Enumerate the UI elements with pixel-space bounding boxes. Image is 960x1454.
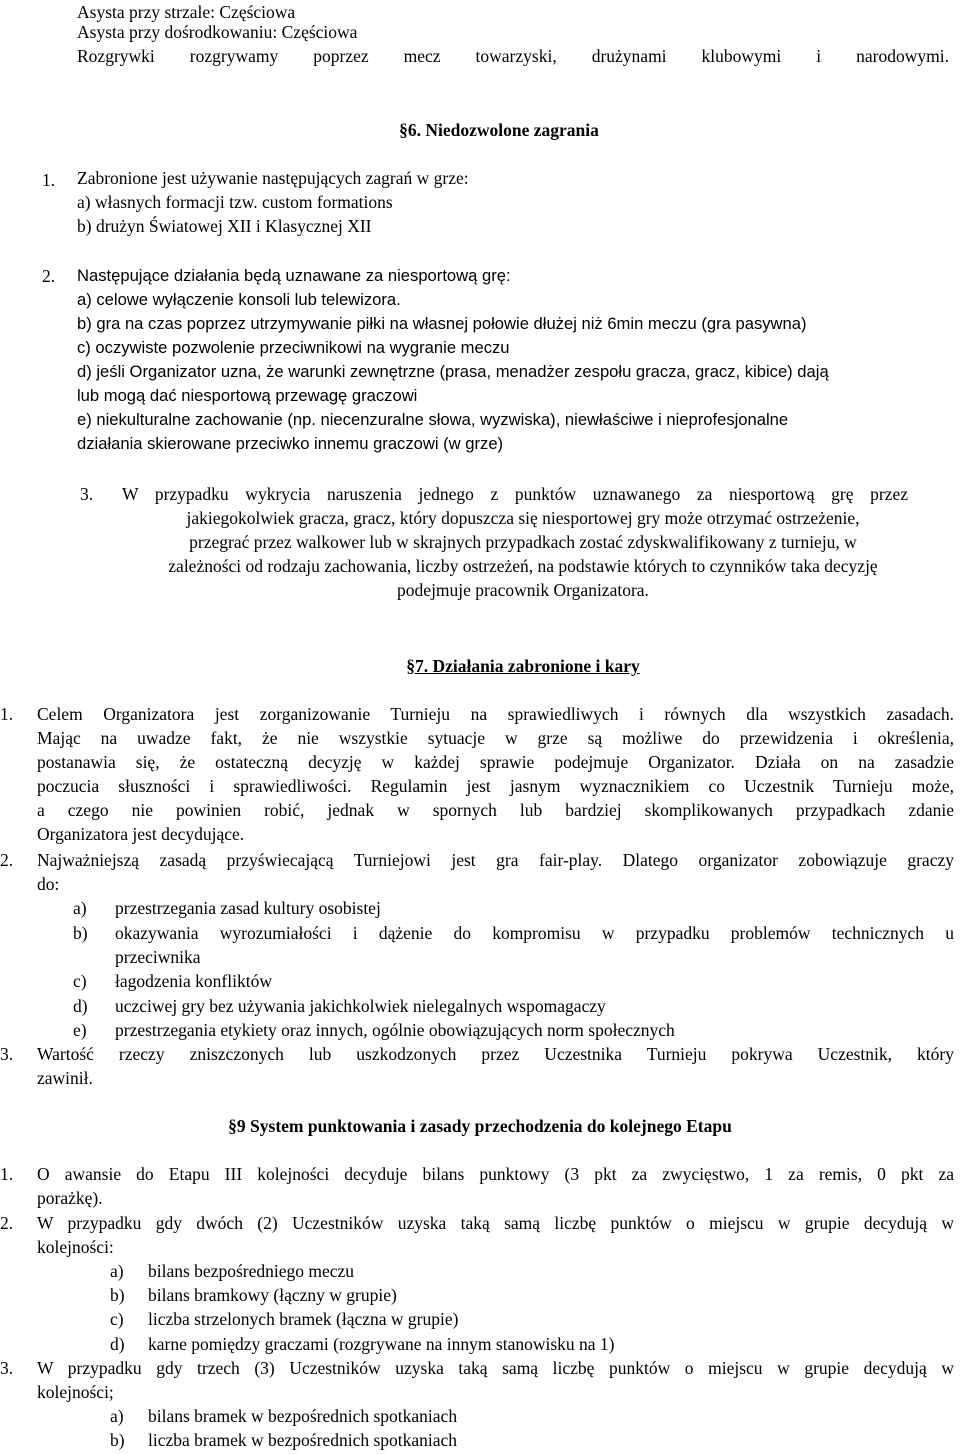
text-line: O awansie do Etapu III kolejności decyduje bilans punktowy (3 pkt za zwycięstwo, 1 za remis, 0 pkt za <box>37 1164 954 1184</box>
list-item: karne pomiędzy graczami (rozgrywane na innym stanowisku na 1) <box>148 1334 615 1354</box>
text-line: b) drużyn Światowej XII i Klasycznej XII <box>77 216 372 236</box>
list-number: 3. <box>0 1358 14 1378</box>
text-line: c) oczywiste pozwolenie przeciwnikowi na wygranie meczu <box>77 338 510 357</box>
list-item: okazywania wyrozumiałości i dążenie do kompromisu w przypadku problemów technicznych u <box>115 923 954 943</box>
list-number: 2. <box>0 850 14 870</box>
text-line: Mając na uwadze fakt, że nie wszystkie sytuacje w grze są możliwe do przewidzenia i określenia, <box>37 728 954 748</box>
list-marker: e) <box>73 1020 87 1040</box>
list-number: 3. <box>80 484 94 504</box>
text-line: Wartość rzeczy zniszczonych lub uszkodzonych przez Uczestnika Turnieju pokrywa Uczestnik, który <box>37 1044 954 1064</box>
text-line: a) celowe wyłączenie konsoli lub telewizora. <box>77 290 401 309</box>
list-marker: a) <box>110 1261 124 1281</box>
text-line: Asysta przy strzale: Częściowa <box>77 2 296 22</box>
list-marker: b) <box>73 923 88 943</box>
text-line: b) gra na czas poprzez utrzymywanie piłki na własnej połowie dłużej niż 6min meczu (gra pasywna) <box>77 314 807 333</box>
text-line: Następujące działania będą uznawane za niesportową grę: <box>77 266 511 285</box>
text-line: Celem Organizatora jest zorganizowanie Turnieju na sprawiedliwych i równych dla wszystkich zasadach. <box>37 704 954 724</box>
list-item: przeciwnika <box>115 947 201 967</box>
text-line: W przypadku wykrycia naruszenia jednego z punktów uznawanego za niesportową grę przez <box>122 484 908 504</box>
section-heading: §9 System punktowania i zasady przechodzenia do kolejnego Etapu <box>228 1116 732 1136</box>
text-line: Organizatora jest decydujące. <box>37 824 245 844</box>
text-line: Najważniejszą zasadą przyświecającą Turniejowi jest gra fair-play. Dlatego organizator zobowiązuje graczy <box>37 850 954 870</box>
list-marker: d) <box>73 996 88 1016</box>
list-number: 2. <box>0 1213 14 1233</box>
list-marker: b) <box>110 1430 125 1450</box>
section-heading: §6. Niedozwolone zagrania <box>399 120 599 140</box>
text-line: Rozgrywki rozgrywamy poprzez mecz towarzyski, drużynami klubowymi i narodowymi. <box>77 46 949 66</box>
list-number: 3. <box>0 1044 14 1064</box>
list-item: łagodzenia konfliktów <box>115 971 272 991</box>
text-line: W przypadku gdy dwóch (2) Uczestników uzyska taką samą liczbę punktów o miejscu w grupie decydują w <box>37 1213 954 1233</box>
text-line: lub mogą dać niesportową przewagę graczowi <box>77 386 418 405</box>
list-number: 2. <box>42 266 56 286</box>
text-line: zależności od rodzaju zachowania, liczby ostrzeżeń, na podstawie których to czynników taka decyzję <box>168 556 878 576</box>
text-line: W przypadku gdy trzech (3) Uczestników uzyska taką samą liczbę punktów o miejscu w grupie decydują w <box>37 1358 954 1378</box>
text-line: działania skierowane przeciwko innemu graczowi (w grze) <box>77 434 504 453</box>
list-item: bilans bezpośredniego meczu <box>148 1261 355 1281</box>
text-line: poczucia słuszności i sprawiedliwości. Regulamin jest jasnym wyznacznikiem co Uczestnik Turnieju może, <box>37 776 954 796</box>
text-line: przegrać przez walkower lub w skrajnych przypadkach zostać zdyskwalifikowany z turnieju, w <box>189 532 857 552</box>
text-line: kolejności; <box>37 1382 114 1402</box>
text-line: Asysta przy dośrodkowaniu: Częściowa <box>77 22 358 42</box>
list-marker: a) <box>110 1406 124 1426</box>
list-item: przestrzegania etykiety oraz innych, ogólnie obowiązujących norm społecznych <box>115 1020 675 1040</box>
text-line: d) jeśli Organizator uzna, że warunki zewnętrzne (prasa, menadżer zespołu gracza, gracz, kibice) dają <box>77 362 829 381</box>
text-line: a czego nie powinien robić, jednak w spornych lub bardziej skomplikowanych przypadkach zdanie <box>37 800 954 820</box>
list-number: 1. <box>0 704 14 724</box>
text-line: a) własnych formacji tzw. custom formations <box>77 192 393 212</box>
list-number: 1. <box>42 170 56 190</box>
list-marker: b) <box>110 1285 125 1305</box>
list-marker: a) <box>73 898 87 918</box>
section-heading: §7. Działania zabronione i kary <box>406 656 640 676</box>
text-line: podejmuje pracownik Organizatora. <box>397 580 649 600</box>
list-item: bilans bramek w bezpośrednich spotkaniach <box>148 1406 458 1426</box>
list-number: 1. <box>0 1164 14 1184</box>
list-item: uczciwej gry bez używania jakichkolwiek nielegalnych wspomagaczy <box>115 996 606 1016</box>
text-line: jakiegokolwiek gracza, gracz, który dopuszcza się niesportowej gry może otrzymać ostrzeżenie, <box>186 508 860 528</box>
text-line: porażkę). <box>37 1188 103 1208</box>
list-item: przestrzegania zasad kultury osobistej <box>115 898 381 918</box>
text-line: do: <box>37 874 60 894</box>
list-item: bilans bramkowy (łączny w grupie) <box>148 1285 397 1305</box>
list-item: liczba bramek w bezpośrednich spotkaniach <box>148 1430 458 1450</box>
list-marker: d) <box>110 1334 125 1354</box>
text-line: zawinił. <box>37 1068 93 1088</box>
text-line: e) niekulturalne zachowanie (np. niecenzuralne słowa, wyzwiska), niewłaściwe i nieprofesjonalne <box>77 410 789 429</box>
text-line: postanawia się, że ostateczną decyzję w każdej sprawie podejmuje Organizator. Działa on na zasadzie <box>37 752 954 772</box>
text-line: Zabronione jest używanie następujących zagrań w grze: <box>77 168 469 188</box>
text-line: kolejności: <box>37 1237 114 1257</box>
list-marker: c) <box>73 971 87 991</box>
list-item: liczba strzelonych bramek (łączna w grupie) <box>148 1309 459 1329</box>
list-marker: c) <box>110 1309 124 1329</box>
